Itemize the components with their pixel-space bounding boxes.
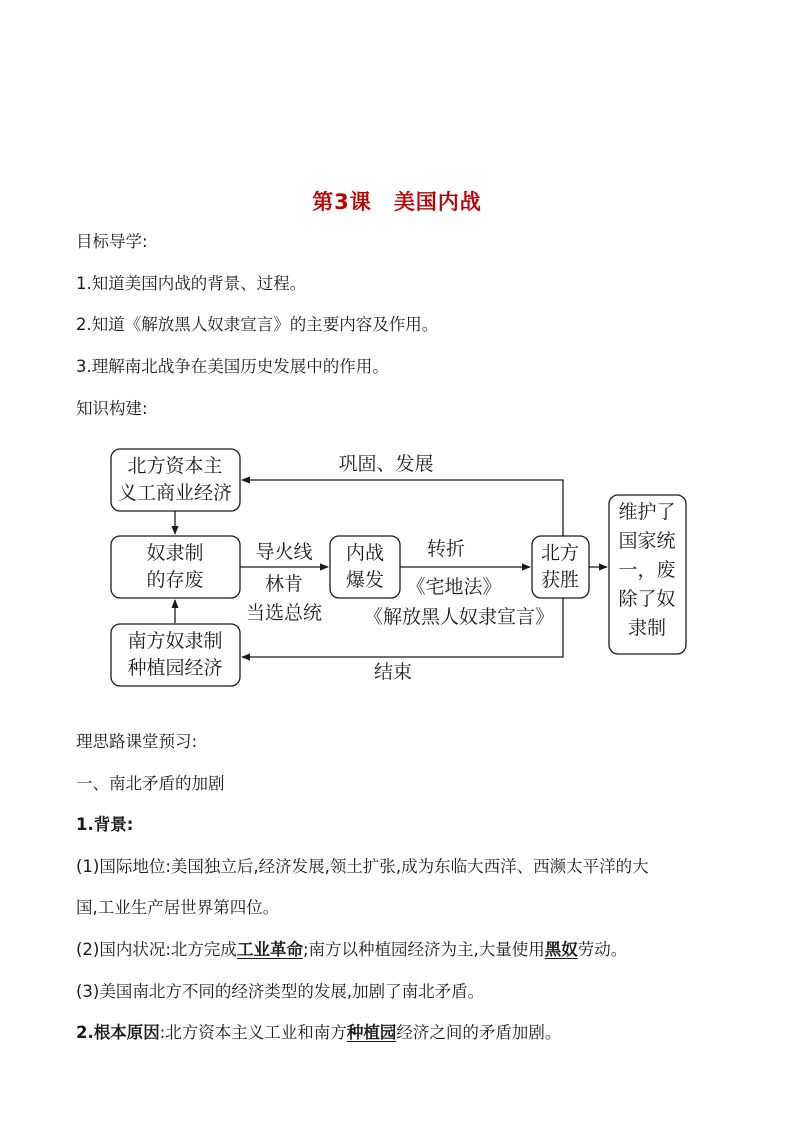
box-south-economy-line2: 种植园经济 xyxy=(127,657,223,679)
box-war-line1: 内战 xyxy=(345,542,385,564)
box-south-economy-line1: 南方奴隶制 xyxy=(127,630,223,652)
box-north-economy-line1: 北方资本主 xyxy=(127,455,223,477)
lesson-name: 美国内战 xyxy=(393,190,482,214)
box-result-line4: 除了奴 xyxy=(618,588,676,610)
box-slavery-line1: 奴隶制 xyxy=(146,542,204,564)
label-turn: 转折 xyxy=(426,538,466,560)
knowledge-heading: 知识构建: xyxy=(76,399,148,418)
goal-item-2: 2.知道《解放黑人奴隶宣言》的主要内容及作用。 xyxy=(76,315,439,334)
box-north-win-line2: 获胜 xyxy=(540,569,580,591)
box-result-line5: 隶制 xyxy=(627,617,667,639)
para-2-text-b: ;南方以种植园经济为主,大量使用 xyxy=(302,940,545,959)
box-result-line2: 国家统 xyxy=(618,530,676,552)
box-war-line2: 爆发 xyxy=(345,569,385,591)
lesson-number: 第3课 xyxy=(312,190,372,214)
box-result-line3: 一，废 xyxy=(618,559,676,581)
section-heading-1: 一、南北矛盾的加剧 xyxy=(76,774,225,793)
box-north-economy-line2: 义工商业经济 xyxy=(117,482,233,504)
label-lincoln-line2: 当选总统 xyxy=(245,602,323,624)
goal-item-1: 1.知道美国内战的背景、过程。 xyxy=(76,274,307,293)
root-cause-label: 根本原因 xyxy=(93,1023,160,1042)
preview-heading: 理思路课堂预习: xyxy=(76,732,198,751)
root-cause-number: 2. xyxy=(76,1023,94,1042)
label-consolidate: 巩固、发展 xyxy=(338,453,434,475)
answer-black-slaves: 黑奴 xyxy=(544,940,578,959)
para-2-text-a: (2)国内状况:北方完成 xyxy=(76,940,237,959)
root-cause xyxy=(76,1022,561,1044)
label-end: 结束 xyxy=(373,661,413,683)
label-lincoln-line1: 林肯 xyxy=(264,573,304,595)
para-1-line-2: 国,工业生产居世界第四位。 xyxy=(76,898,280,917)
para-3: (3)美国南北方不同的经济类型的发展,加剧了南北矛盾。 xyxy=(76,982,485,1001)
label-homestead: 《宅地法》 xyxy=(406,576,502,598)
para-2-text-c: 劳动。 xyxy=(577,940,628,959)
label-fuse: 导火线 xyxy=(255,541,313,563)
box-slavery-line2: 的存废 xyxy=(146,569,204,591)
para-1-line-1: (1)国际地位:美国独立后,经济发展,领土扩张,成为东临大西洋、西濒太平洋的大 xyxy=(76,857,649,876)
goals-heading: 目标导学: xyxy=(76,232,148,251)
answer-industrial-revolution: 工业革命 xyxy=(236,940,303,959)
goal-item-3: 3.理解南北战争在美国历史发展中的作用。 xyxy=(76,357,389,376)
arrow-consolidate xyxy=(242,480,563,536)
root-cause-text-a: :北方资本主义工业和南方 xyxy=(159,1023,347,1042)
root-cause-text-b: 经济之间的矛盾加剧。 xyxy=(396,1023,562,1042)
label-emancipation: 《解放黑人奴隶宣言》 xyxy=(363,606,555,628)
box-north-win-line1: 北方 xyxy=(540,542,580,564)
box-result-line1: 维护了 xyxy=(618,501,676,523)
background-label: 1.背景: xyxy=(76,815,134,834)
para-2 xyxy=(76,939,627,961)
answer-plantation: 种植园 xyxy=(346,1023,397,1042)
